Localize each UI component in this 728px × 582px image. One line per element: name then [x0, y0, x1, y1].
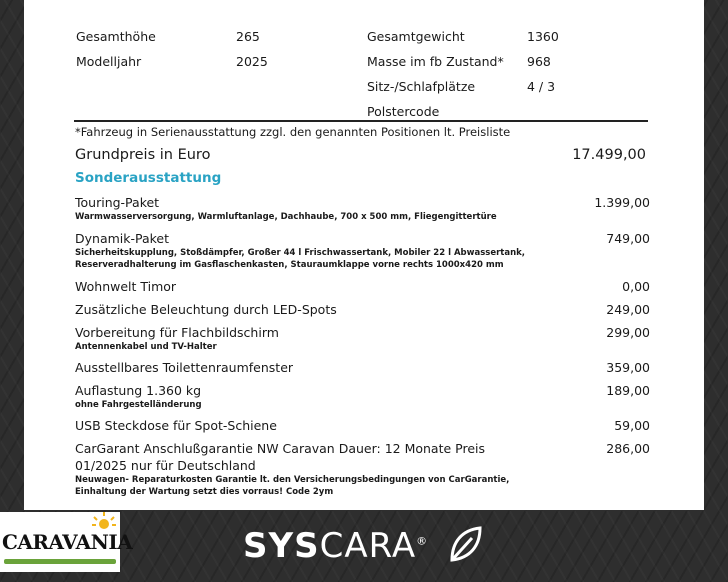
sun-icon — [92, 512, 116, 532]
spec-value: 2025 — [236, 54, 268, 69]
spec-label: Masse im fb Zustand* — [367, 54, 504, 69]
option-price: 286,00 — [606, 441, 650, 456]
option-desc: Einhaltung der Wartung setzt dies vorraus! Code 2ym — [75, 487, 334, 497]
option-title: Dynamik-Paket — [75, 231, 170, 246]
option-price: 59,00 — [614, 418, 650, 433]
option-desc: Antennenkabel und TV-Halter — [75, 342, 217, 352]
option-price: 359,00 — [606, 360, 650, 375]
spec-label: Gesamthöhe — [76, 29, 156, 44]
syscara-bold: SYS — [243, 526, 320, 566]
option-item — [75, 301, 650, 318]
spec-value: 1360 — [527, 29, 559, 44]
registered-mark: ® — [416, 534, 429, 548]
caravania-wordmark: CARAVANIA — [2, 530, 133, 554]
option-title: Auflastung 1.360 kg — [75, 383, 202, 398]
option-desc: Warmwasserversorgung, Warmluftanlage, Dachhaube, 700 x 500 mm, Fliegengittertüre — [75, 212, 497, 222]
grundpreis-value: 17.499,00 — [572, 147, 646, 163]
spec-label: Sitz-/Schlafplätze — [367, 79, 476, 94]
option-title-cont: 01/2025 nur für Deutschland — [75, 458, 256, 473]
syscara-light: CARA — [319, 526, 417, 566]
option-price: 249,00 — [606, 302, 650, 317]
section-title: Sonderausstattung — [75, 170, 222, 186]
option-desc: Neuwagen- Reparaturkosten Garantie lt. den Versicherungsbedingungen von CarGarantie, — [75, 475, 510, 485]
option-item — [75, 278, 650, 295]
option-price: 189,00 — [606, 383, 650, 398]
option-title: Wohnwelt Timor — [75, 279, 177, 294]
caravania-logo — [0, 512, 133, 572]
spec-value: 968 — [527, 54, 551, 69]
option-title: Zusätzliche Beleuchtung durch LED-Spots — [75, 302, 337, 317]
option-item — [75, 440, 650, 498]
option-title: Touring-Paket — [75, 195, 160, 210]
syscara-logo — [243, 526, 428, 566]
option-price: 749,00 — [606, 231, 650, 246]
spec-value: 4 / 3 — [527, 79, 556, 94]
grundpreis-label: Grundpreis in Euro — [75, 147, 211, 163]
option-desc: ohne Fahrgestelländerung — [75, 400, 202, 410]
spec-label: Polstercode — [367, 104, 440, 119]
option-item — [75, 359, 650, 376]
option-price: 1.399,00 — [594, 195, 650, 210]
option-item — [75, 230, 650, 271]
divider — [74, 120, 648, 122]
option-title: Vorbereitung für Flachbildschirm — [75, 325, 279, 340]
option-item — [75, 324, 650, 353]
option-title: CarGarant Anschlußgarantie NW Caravan Dauer: 12 Monate Preis — [75, 441, 486, 456]
option-item — [75, 382, 650, 411]
option-price: 299,00 — [606, 325, 650, 340]
footer — [0, 510, 728, 582]
spec-value: 265 — [236, 29, 260, 44]
spec-label: Modelljahr — [76, 54, 142, 69]
footnote: *Fahrzeug in Serienausstattung zzgl. den genannten Positionen lt. Preisliste — [75, 125, 511, 139]
option-item — [75, 417, 650, 434]
leaf-icon — [448, 524, 484, 564]
option-desc: Reserveradhalterung im Gasflaschenkasten, Stauraumklappe vorne rechts 1000x420 mm — [75, 260, 504, 270]
option-title: Ausstellbares Toilettenraumfenster — [75, 360, 294, 375]
logo-underline — [4, 559, 116, 564]
spec-label: Gesamtgewicht — [367, 29, 465, 44]
option-desc: Sicherheitskupplung, Stoßdämpfer, Großer 44 l Frischwassertank, Mobiler 22 l Abwassertank, — [75, 248, 526, 258]
option-price: 0,00 — [622, 279, 650, 294]
option-title: USB Steckdose für Spot-Schiene — [75, 418, 277, 433]
option-item — [75, 194, 650, 223]
price-sheet — [24, 0, 704, 510]
